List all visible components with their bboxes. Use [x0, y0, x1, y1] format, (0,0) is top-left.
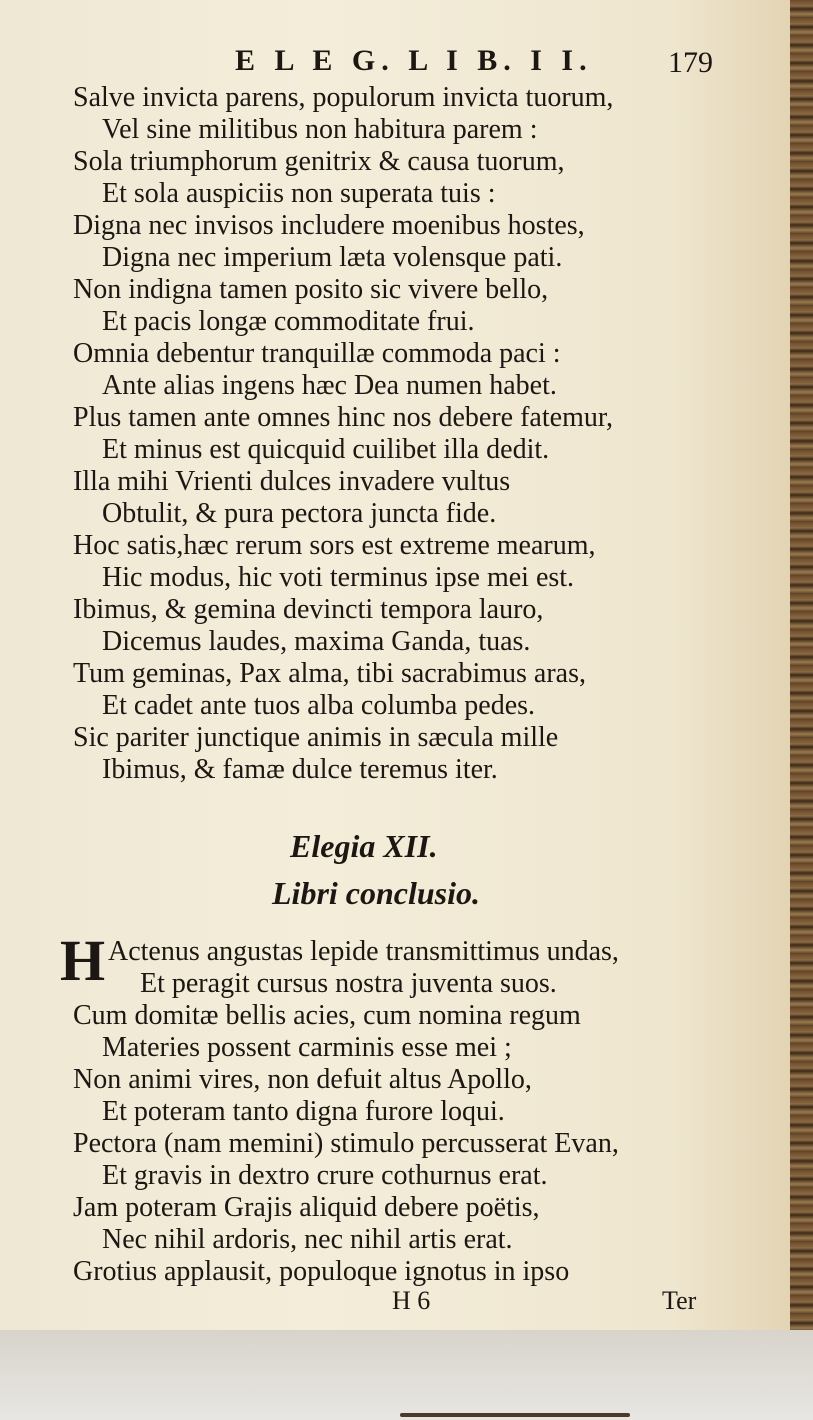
verse-line: Hic modus, hic voti terminus ipse mei est. — [102, 562, 575, 593]
verse-line: Sola triumphorum genitrix & causa tuorum, — [73, 146, 565, 177]
verse-line: Et poteram tanto digna furore loqui. — [102, 1096, 505, 1127]
verse-line: Salve invicta parens, populorum invicta tuorum, — [73, 82, 614, 113]
page-number: 179 — [668, 46, 713, 79]
verse-line: Digna nec invisos includere moenibus hostes, — [73, 210, 585, 241]
verse-line: Ibimus, & gemina devincti tempora lauro, — [73, 594, 544, 625]
verse-line: Plus tamen ante omnes hinc nos debere fatemur, — [73, 402, 614, 433]
verse-line: Jam poteram Grajis aliquid debere poëtis, — [73, 1192, 540, 1223]
elegy-title: Elegia XII. — [290, 828, 438, 864]
verse-line: Et gravis in dextro crure cothurnus erat. — [102, 1160, 548, 1191]
verse-line: Hoc satis,hæc rerum sors est extreme mearum, — [73, 530, 596, 561]
page-bottom-margin — [0, 1330, 813, 1420]
verse-line: Et cadet ante tuos alba columba pedes. — [102, 690, 536, 721]
verse-line: Dicemus laudes, maxima Ganda, tuas. — [102, 626, 531, 657]
verse-line: Non animi vires, non defuit altus Apollo, — [73, 1064, 532, 1095]
elegy-subtitle: Libri conclusio. — [272, 875, 481, 911]
signature-mark: H 6 — [392, 1286, 431, 1315]
drop-cap: H — [60, 928, 106, 993]
verse-line: Et pacis longæ commoditate frui. — [102, 306, 475, 337]
verse-line: Obtulit, & pura pectora juncta fide. — [102, 498, 497, 529]
verse-line: Digna nec imperium læta volensque pati. — [102, 242, 563, 273]
verse-line: Nec nihil ardoris, nec nihil artis erat. — [102, 1224, 513, 1255]
verse-line: Ibimus, & famæ dulce teremus iter. — [102, 754, 498, 785]
verse-line: Vel sine militibus non habitura parem : — [102, 114, 538, 145]
verse-line: Et peragit cursus nostra juventa suos. — [140, 968, 557, 999]
verse-line: Cum domitæ bellis acies, cum nomina regum — [73, 1000, 581, 1031]
verse-line: Illa mihi Vrienti dulces invadere vultus — [73, 466, 511, 497]
verse-line: Pectora (nam memini) stimulo percusserat Evan, — [73, 1128, 619, 1159]
verse-line: Grotius applausit, populoque ignotus in ipso — [73, 1256, 570, 1287]
verse-line: Non indigna tamen posito sic vivere bello, — [73, 274, 549, 305]
verse-line: Et minus est quicquid cuilibet illa dedit. — [102, 434, 550, 465]
verse-line: Tum geminas, Pax alma, tibi sacrabimus aras, — [73, 658, 586, 689]
page-bottom-edge — [400, 1413, 630, 1417]
running-title: E L E G. L I B. I I. — [235, 44, 593, 77]
verse-line: Sic pariter junctique animis in sæcula mille — [73, 722, 559, 753]
book-fore-edge — [790, 0, 813, 1345]
verse-line: Ante alias ingens hæc Dea numen habet. — [102, 370, 557, 401]
verse-line: Materies possent carminis esse mei ; — [102, 1032, 512, 1063]
catchword: Ter — [662, 1286, 697, 1315]
verse-line: Actenus angustas lepide transmittimus undas, — [108, 936, 619, 967]
verse-line: Omnia debentur tranquillæ commoda paci : — [73, 338, 561, 369]
verse-line: Et sola auspiciis non superata tuis : — [102, 178, 496, 209]
